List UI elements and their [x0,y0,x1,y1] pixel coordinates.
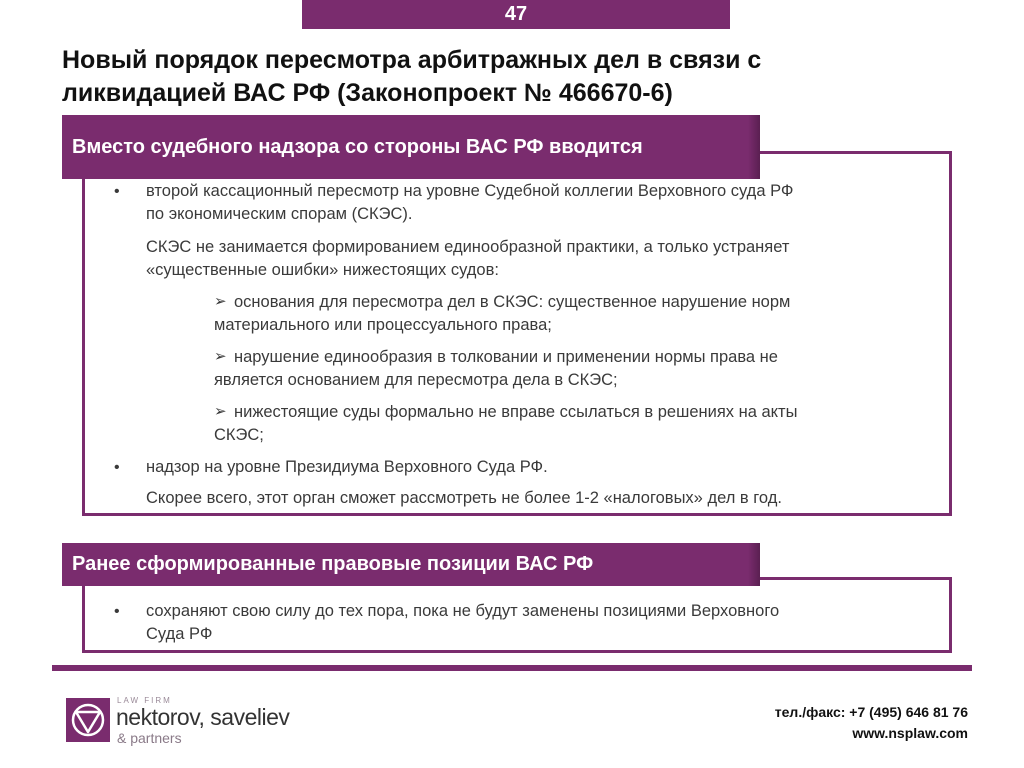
slide-title [62,44,962,110]
section1-note2: Скорее всего, этот орган сможет рассмотреть не более 1-2 «налоговых» дел в год. [146,489,782,507]
section1-sub2 [214,346,778,392]
section1-sub2-line2: является основанием для пересмотра дела в СКЭС; [214,371,618,389]
section1-note-line1: СКЭС не занимается формированием единообразной практики, а только устраняет [146,238,790,256]
section2-header [62,543,760,586]
section2-item1-line2: Суда РФ [146,625,213,643]
section1-sub1-line1: основания для пересмотра дел в СКЭС: существенное нарушение норм [234,293,791,311]
section1-sub1 [214,291,790,337]
section1-header-text: Вместо судебного надзора со стороны ВАС РФ вводится [72,136,643,158]
section1-sub3-line1: нижестоящие суды формально не вправе ссылаться в решениях на акты [234,403,798,421]
logo-name: nektorov, saveliev [116,704,290,730]
section1-item1 [146,180,793,226]
logo-icon [66,698,110,742]
bullet-marker: • [114,603,120,620]
section1-sub3-line2: СКЭС; [214,426,264,444]
logo-law-firm: LAW FIRM [117,696,172,705]
footer-divider [52,665,972,671]
section2-item1 [146,600,779,646]
section1-note [146,236,789,282]
bullet-marker: • [114,459,120,476]
arrow-marker: ➢ [214,403,227,420]
section1-sub1-line2: материального или процессуального права; [214,316,552,334]
section1-item1-line2: по экономическим спорам (СКЭС). [146,205,413,223]
section1-item1-line1: второй кассационный пересмотр на уровне Судебной коллегии Верховного суда РФ [146,182,794,200]
bullet-marker: • [114,183,120,200]
contact-phone: тел./факс: +7 (495) 646 81 76 [774,704,968,720]
section1-note-line2: «существенные ошибки» нижестоящих судов: [146,261,499,279]
contact-website[interactable]: www.nsplaw.com [852,725,968,741]
logo-partners: & partners [117,730,182,746]
section2-item1-line1: сохраняют свою силу до тех пора, пока не будут заменены позициями Верховного [146,602,780,620]
page-number: 47 [302,0,730,29]
section1-header [62,115,760,179]
section2-header-text: Ранее сформированные правовые позиции ВАС РФ [72,553,594,575]
section1-item2: надзор на уровне Президиума Верховного Суда РФ. [146,458,548,476]
section1-sub2-line1: нарушение единообразия в толковании и применении нормы права не [234,348,778,366]
arrow-marker: ➢ [214,348,227,365]
title-line-2: ликвидацией ВАС РФ (Законопроект № 466670-6) [62,79,673,107]
title-line-1: Новый порядок пересмотра арбитражных дел в связи с [62,46,762,74]
section1-sub3 [214,401,797,447]
arrow-marker: ➢ [214,293,227,310]
